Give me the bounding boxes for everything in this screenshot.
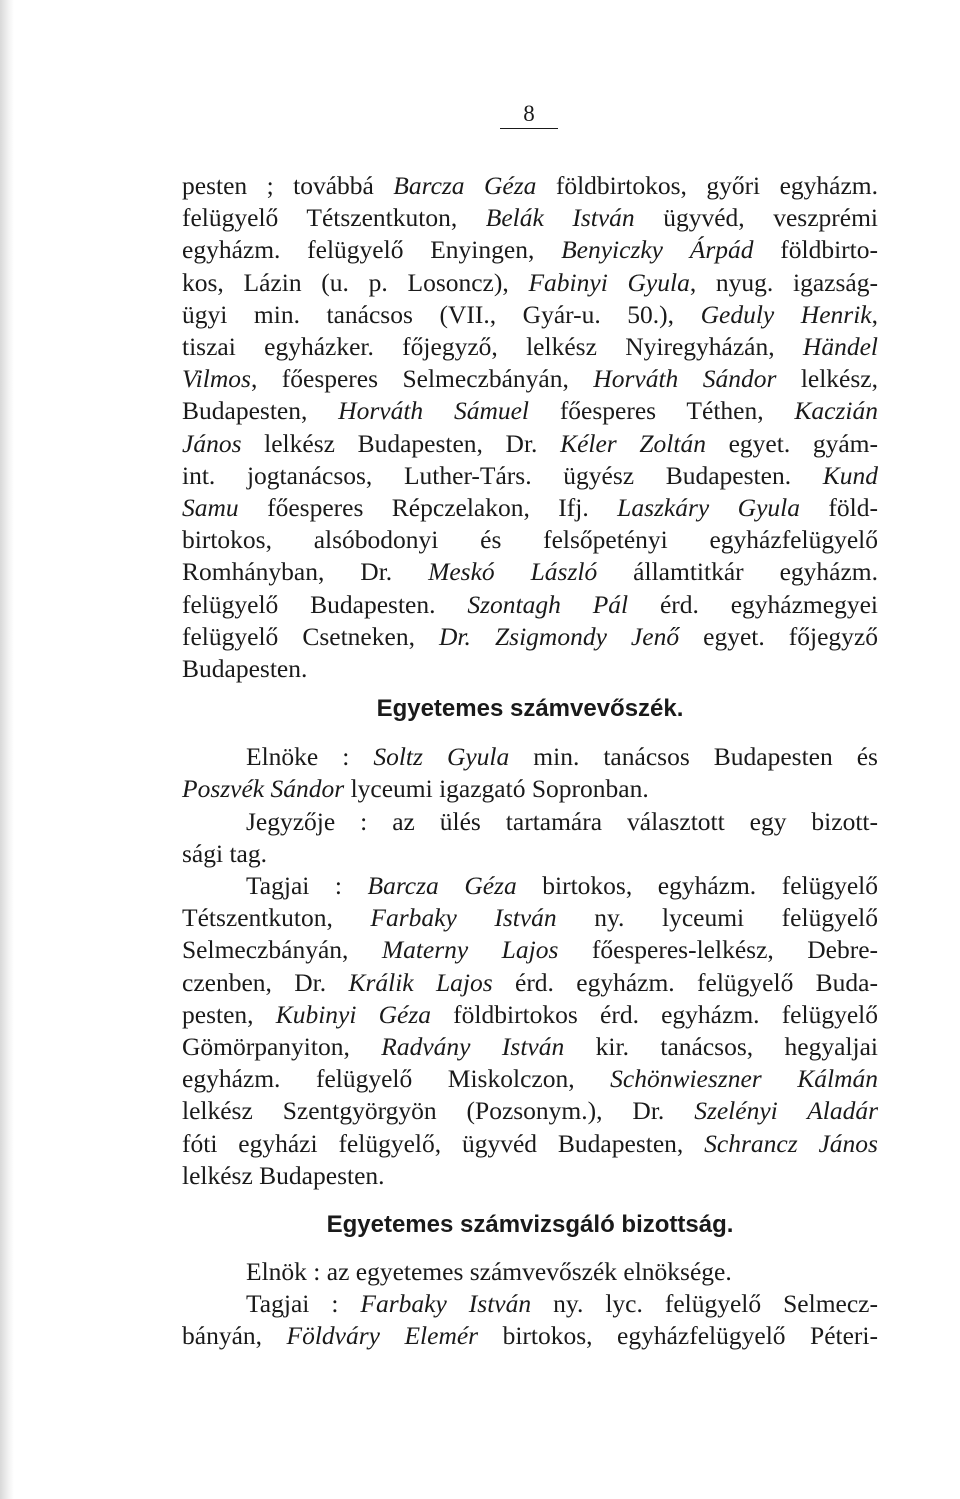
paragraph-accounting-president bbox=[182, 741, 878, 805]
text-run: lelkész Szentgyörgyön (Pozsonym.), Dr. bbox=[182, 1096, 695, 1126]
person-name: Poszvék Sándor bbox=[182, 774, 345, 804]
text-line bbox=[182, 902, 878, 934]
person-name: Händel bbox=[802, 332, 878, 362]
text-run: , főesperes Selmeczbányán, bbox=[250, 364, 594, 394]
text-run: Tagjai : bbox=[246, 871, 368, 900]
person-name: Kund bbox=[822, 460, 878, 490]
person-name: Fabinyi Gyula bbox=[528, 267, 690, 297]
text-run: főesperes Téthen, bbox=[529, 396, 795, 426]
text-run: czenben, Dr. bbox=[182, 967, 349, 997]
person-name: Radvány István bbox=[381, 1032, 565, 1062]
text-run: Gömörpanyiton, bbox=[182, 1032, 382, 1062]
text-run: Budapesten, bbox=[182, 396, 339, 426]
text-line bbox=[182, 299, 878, 331]
text-line bbox=[182, 1256, 878, 1288]
text-line bbox=[182, 967, 878, 999]
person-name: Farbaky István bbox=[370, 903, 557, 933]
text-line bbox=[182, 589, 878, 621]
text-run: egyházm. felügyelő Miskolczon, bbox=[182, 1064, 611, 1094]
text-run: birtokos, egyházm. felügyelő bbox=[516, 871, 878, 900]
text-line bbox=[182, 1160, 878, 1192]
person-name: Soltz Gyula bbox=[373, 742, 510, 771]
text-line bbox=[182, 621, 878, 653]
text-line bbox=[182, 202, 878, 234]
text-line bbox=[182, 331, 878, 363]
text-run: Tagjai : bbox=[246, 1289, 361, 1318]
text-run: főesperes Répczelakon, Ifj. bbox=[238, 493, 618, 523]
person-name: János bbox=[182, 428, 242, 458]
text-run: Jegyzője : az ülés tartamára választott egy bizott- bbox=[246, 807, 878, 836]
text-line bbox=[182, 170, 878, 202]
text-run: államtitkár egyházm. bbox=[597, 557, 878, 587]
text-run: birtokos, egyházfelügyelő Péteri- bbox=[478, 1321, 879, 1351]
text-line bbox=[182, 1063, 878, 1095]
person-name: Barcza Géza bbox=[393, 171, 537, 200]
text-line bbox=[182, 1095, 878, 1127]
person-name: Kaczián bbox=[794, 396, 878, 426]
text-line bbox=[182, 492, 878, 524]
text-run: Elnöke : bbox=[246, 742, 374, 771]
text-run: földbirto- bbox=[753, 235, 878, 265]
person-name: Samu bbox=[182, 493, 239, 523]
text-run: pesten ; továbbá bbox=[182, 171, 394, 200]
text-run: bányán, bbox=[182, 1321, 287, 1351]
person-name: Horváth Sándor bbox=[593, 364, 777, 394]
text-run: felügyelő Budapesten. bbox=[182, 589, 468, 619]
text-run: érd. egyházm. felügyelő Buda- bbox=[492, 967, 878, 997]
text-run: lelkész, bbox=[776, 364, 878, 394]
paragraph-audit-president bbox=[182, 1256, 878, 1288]
text-run: min. tanácsos Budapesten és bbox=[509, 742, 878, 771]
text-run: föld- bbox=[800, 493, 878, 523]
text-line bbox=[182, 1288, 878, 1320]
text-run: Selmeczbányán, bbox=[182, 935, 382, 965]
person-name: Laszkáry Gyula bbox=[617, 493, 800, 523]
text-line bbox=[182, 1320, 878, 1352]
person-name: Kubinyi Géza bbox=[275, 999, 432, 1029]
text-line bbox=[182, 741, 878, 773]
text-run: felügyelő Tétszentkuton, bbox=[182, 203, 486, 233]
text-run: pesten, bbox=[182, 999, 276, 1029]
person-name: Belák István bbox=[485, 203, 635, 233]
text-line bbox=[182, 460, 878, 492]
text-run: sági tag. bbox=[182, 839, 267, 869]
text-line bbox=[182, 267, 878, 299]
text-run: egyet. főjegyző bbox=[679, 621, 878, 651]
text-run: érd. egyházmegyei bbox=[628, 589, 878, 619]
text-line bbox=[182, 1128, 878, 1160]
text-run: lyceumi igazgató Sopronban. bbox=[344, 774, 649, 804]
scan-edge-shadow bbox=[0, 0, 14, 1499]
person-name: Schönwieszner Kálmán bbox=[610, 1064, 878, 1094]
text-line bbox=[182, 934, 878, 966]
text-run: egyházm. felügyelő Enyingen, bbox=[182, 235, 562, 265]
paragraph-audit-members bbox=[182, 1288, 878, 1352]
person-name: Králik Lajos bbox=[348, 967, 493, 997]
text-line bbox=[182, 653, 878, 685]
paragraph-accounting-members bbox=[182, 870, 878, 1192]
text-run: Tétszentkuton, bbox=[182, 903, 371, 933]
text-run: int. jogtanácsos, Luther-Társ. ügyész Budapesten. bbox=[182, 460, 823, 490]
text-line bbox=[182, 999, 878, 1031]
text-line bbox=[182, 556, 878, 588]
text-run: , nyug. igazság- bbox=[689, 267, 878, 297]
text-line bbox=[182, 363, 878, 395]
text-run: ny. lyc. felügyelő Selmecz- bbox=[531, 1289, 878, 1318]
text-line bbox=[182, 524, 878, 556]
text-run: Romhányban, Dr. bbox=[182, 557, 429, 587]
text-run: Elnök : az egyetemes számvevőszék elnöksége. bbox=[246, 1257, 732, 1286]
text-run: ny. lyceumi felügyelő bbox=[556, 903, 878, 933]
heading-accounting-office: Egyetemes számvevőszék. bbox=[376, 695, 684, 722]
text-run: földbirtokos, győri egyházm. bbox=[536, 171, 878, 200]
text-run: egyet. gyám- bbox=[705, 428, 878, 458]
text-run: Budapesten. bbox=[182, 654, 308, 684]
text-run: lelkész Budapesten, Dr. bbox=[241, 428, 561, 458]
text-run: , bbox=[871, 299, 878, 329]
person-name: Farbaky István bbox=[360, 1289, 532, 1318]
text-run: földbirtokos érd. egyházm. felügyelő bbox=[431, 999, 878, 1029]
text-run: kos, Lázin (u. p. Losoncz), bbox=[182, 267, 529, 297]
person-name: Barcza Géza bbox=[367, 871, 517, 900]
text-run: ügyi min. tanácsos (VII., Gyár-u. 50.), bbox=[182, 299, 701, 329]
text-line bbox=[182, 773, 878, 805]
text-line bbox=[182, 1031, 878, 1063]
person-name: Vilmos bbox=[182, 364, 251, 394]
text-run: főesperes-lelkész, Debre- bbox=[558, 935, 879, 965]
person-name: Szontagh Pál bbox=[467, 589, 629, 619]
paragraph-officials bbox=[182, 170, 878, 685]
text-line bbox=[182, 870, 878, 902]
person-name: Horváth Sámuel bbox=[338, 396, 530, 426]
person-name: Materny Lajos bbox=[381, 935, 559, 965]
text-run: ügyvéd, veszprémi bbox=[634, 203, 879, 233]
person-name: Dr. Zsigmondy Jenő bbox=[439, 621, 680, 651]
person-name: Schrancz János bbox=[704, 1128, 878, 1158]
text-run: kir. tanácsos, hegyaljai bbox=[564, 1032, 879, 1062]
person-name: Szelényi Aladár bbox=[694, 1096, 879, 1126]
heading-audit-committee: Egyetemes számvizsgáló bizottság. bbox=[326, 1211, 734, 1238]
person-name: Kéler Zoltán bbox=[560, 428, 706, 458]
person-name: Meskó László bbox=[428, 557, 598, 587]
text-line bbox=[182, 234, 878, 266]
person-name: Földváry Elemér bbox=[286, 1321, 479, 1351]
text-line bbox=[182, 428, 878, 460]
text-run: lelkész Budapesten. bbox=[182, 1160, 385, 1190]
person-name: Benyiczky Árpád bbox=[561, 235, 754, 265]
text-run: felügyelő Csetneken, bbox=[182, 621, 440, 651]
text-run: birtokos, alsóbodonyi és felsőpetényi egyházfelügyelő bbox=[182, 525, 878, 555]
text-run: fóti egyházi felügyelő, ügyvéd Budapesten, bbox=[182, 1128, 705, 1158]
text-line bbox=[182, 806, 878, 838]
text-line bbox=[182, 838, 878, 870]
page-number: 8 bbox=[500, 100, 558, 129]
person-name: Geduly Henrik bbox=[700, 299, 872, 329]
paragraph-accounting-secretary bbox=[182, 806, 878, 870]
text-line bbox=[182, 395, 878, 427]
text-run: tiszai egyházker. főjegyző, lelkész Nyiregyházán, bbox=[182, 332, 803, 362]
